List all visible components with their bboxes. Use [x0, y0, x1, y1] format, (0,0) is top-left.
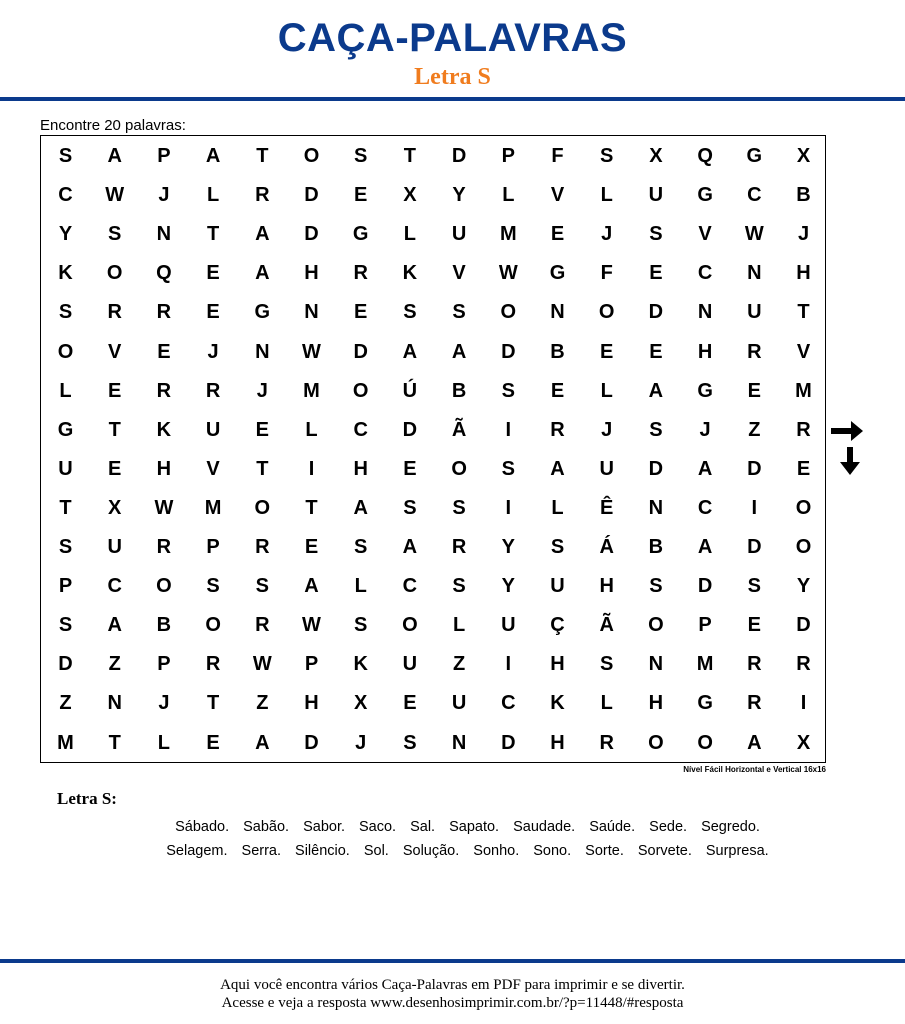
grid-cell: S [58, 145, 73, 167]
grid-cell: A [697, 457, 713, 480]
grid-cell: Y [501, 536, 515, 558]
grid-cell: B [550, 340, 565, 363]
grid-cell: W [744, 223, 764, 246]
grid-cell: O [648, 614, 664, 637]
grid-cell: O [205, 614, 221, 637]
grid-cell: D [304, 223, 319, 246]
grid-cell: A [747, 731, 762, 754]
grid-cell: C [353, 418, 368, 441]
grid-cell: U [451, 223, 467, 246]
grid-cell: E [600, 340, 614, 363]
grid-cell: Q [156, 262, 172, 285]
grid-cell: C [58, 184, 73, 207]
grid-cell: G [697, 692, 713, 715]
grid-cell: W [252, 653, 272, 676]
grid-cell: S [649, 223, 663, 246]
grid-cell: A [255, 731, 270, 754]
grid-cell: T [305, 496, 318, 519]
grid-cell: G [254, 301, 271, 324]
grid-cell: D [697, 575, 713, 598]
grid-cell: K [402, 262, 418, 285]
grid-cell: V [206, 457, 220, 480]
grid-cell: A [550, 457, 565, 480]
grid-cell: D [796, 614, 811, 637]
grid-cell: R [353, 262, 368, 285]
grid-cell: Y [796, 575, 811, 598]
grid-cell: D [402, 418, 418, 441]
grid-cell: A [107, 145, 122, 167]
grid-cell: Q [697, 145, 713, 167]
grid-cell: T [256, 145, 269, 167]
header-divider [0, 97, 905, 101]
grid-cell: I [505, 653, 512, 676]
grid-cell: R [796, 418, 811, 441]
grid-cell: N [304, 301, 319, 324]
word-list-item: Surpresa. [705, 843, 769, 859]
grid-cell: N [255, 340, 270, 363]
grid-cell: L [157, 731, 170, 754]
grid-cell: G [549, 262, 566, 285]
word-list-item: Selagem. [166, 843, 228, 859]
instructions-text: Encontre 20 palavras: [40, 117, 186, 134]
grid-cell: U [451, 692, 467, 715]
grid-cell: S [58, 614, 73, 637]
grid-cell: R [747, 653, 762, 676]
grid-cell: A [402, 340, 418, 363]
grid-cell: U [648, 184, 664, 207]
grid-cell: L [600, 379, 613, 402]
grid-cell: E [206, 731, 220, 754]
grid-cell: U [747, 301, 762, 324]
grid-cell: L [403, 223, 416, 246]
grid-cell: H [353, 457, 368, 480]
grid-cell: K [58, 262, 73, 285]
grid-cell: X [649, 145, 663, 167]
grid-cell: D [648, 457, 664, 480]
grid-cell: E [304, 536, 319, 558]
grid-cell: B [451, 379, 467, 402]
grid-cell: N [107, 692, 122, 715]
grid-cell: D [304, 731, 319, 754]
grid-cell: O [254, 496, 271, 519]
grid-cell: L [600, 184, 613, 207]
grid-cell: R [255, 536, 270, 558]
grid-cell: W [154, 496, 174, 519]
grid-cell: I [800, 692, 807, 715]
grid-cell: R [156, 536, 172, 558]
grid-cell: S [452, 575, 466, 598]
grid-cell: D [451, 145, 467, 167]
grid-cell: E [747, 614, 761, 637]
grid-cell: S [649, 575, 663, 598]
grid-cell: R [205, 653, 221, 676]
grid-cell: Z [108, 653, 121, 676]
grid-cell: P [58, 575, 73, 598]
grid-cell: S [58, 536, 73, 558]
grid-cell: H [550, 731, 565, 754]
grid-cell: E [550, 223, 565, 246]
grid-cell: T [797, 301, 810, 324]
grid-cell: X [108, 496, 122, 519]
grid-cell: G [697, 184, 713, 207]
word-list-item: Serra. [241, 843, 282, 859]
grid-cell: T [108, 731, 121, 754]
grid-cell: C [697, 496, 713, 519]
word-search-grid [40, 135, 826, 763]
grid-cell: S [354, 145, 368, 167]
grid-cell: G [746, 145, 763, 167]
grid-cell: C [501, 692, 516, 715]
grid-cell: N [451, 731, 467, 754]
grid-cell: M [795, 379, 812, 402]
grid-cell: E [649, 340, 663, 363]
grid-cell: Y [58, 223, 73, 246]
grid-cell: A [451, 340, 467, 363]
grid-cell: V [796, 340, 811, 363]
grid-cell: R [156, 379, 172, 402]
word-list-item: Sal. [410, 819, 436, 835]
grid-cell: O [57, 340, 74, 363]
page-title: CAÇA-PALAVRAS [277, 16, 628, 60]
grid-cell: S [403, 496, 417, 519]
grid-cell: R [451, 536, 467, 558]
grid-cell: S [58, 301, 73, 324]
grid-cell: N [156, 223, 172, 246]
grid-cell: K [156, 418, 172, 441]
grid-cell: H [796, 262, 811, 285]
grid-cell: Ã [599, 614, 614, 637]
grid-cell: U [205, 418, 221, 441]
grid-cell: O [106, 262, 123, 285]
footer-text-line-1: Aqui você encontra vários Caça-Palavras em PDF para imprimir e se divertir. [220, 977, 685, 993]
grid-cell: O [303, 145, 320, 167]
grid-cell: A [255, 223, 270, 246]
grid-cell: Z [59, 692, 72, 715]
grid-cell: O [697, 731, 713, 754]
grid-cell: H [304, 262, 319, 285]
grid-cell: J [699, 418, 711, 441]
grid-cell: S [747, 575, 761, 598]
grid-cell: A [255, 262, 270, 285]
grid-cell: J [601, 223, 613, 246]
grid-cell: A [697, 536, 713, 558]
grid-cell: O [500, 301, 517, 324]
word-list-row-1 [0, 818, 905, 836]
grid-cell: E [403, 457, 417, 480]
grid-cell: O [352, 379, 369, 402]
footer-divider [0, 959, 905, 963]
grid-cell: R [747, 340, 762, 363]
word-list-item: Sol. [363, 843, 389, 859]
grid-cell: Ç [550, 614, 565, 637]
grid-cell: L [600, 692, 613, 715]
grid-cell: L [452, 614, 466, 637]
grid-cell: C [402, 575, 418, 598]
grid-cell: U [599, 457, 614, 480]
grid-cell: H [599, 575, 614, 598]
grid-cell: N [747, 262, 762, 285]
word-list-item: Sorte. [585, 843, 624, 859]
grid-cell: W [302, 614, 321, 637]
grid-cell: C [697, 262, 713, 285]
grid-cell: T [59, 496, 72, 519]
grid-cell: D [648, 301, 664, 324]
grid-cell: P [304, 653, 319, 676]
grid-cell: L [354, 575, 367, 598]
grid-cell: J [158, 692, 170, 715]
word-list-item: Silêncio. [295, 843, 350, 859]
grid-cell: S [354, 614, 368, 637]
grid-cell: X [403, 184, 417, 207]
grid-cell: P [206, 536, 220, 558]
grid-cell: Ú [402, 379, 418, 402]
grid-cell: H [304, 692, 319, 715]
grid-cell: E [206, 262, 220, 285]
grid-cell: X [796, 145, 811, 167]
grid-cell: Á [599, 536, 614, 558]
grid-cell: U [501, 614, 516, 637]
grid-cell: O [795, 536, 812, 558]
grid-cell: E [108, 379, 122, 402]
grid-cell: E [354, 301, 368, 324]
grid-cell: K [353, 653, 368, 676]
grid-cell: J [207, 340, 219, 363]
grid-cell: B [156, 614, 172, 637]
grid-cell: S [452, 496, 466, 519]
grid-cell: R [796, 653, 811, 676]
grid-cell: S [403, 731, 417, 754]
grid-cell: O [451, 457, 467, 480]
grid-cell: Z [256, 692, 269, 715]
grid-cell: L [551, 496, 564, 519]
grid-cell: V [108, 340, 122, 363]
grid-cell: E [747, 379, 761, 402]
grid-cell: P [501, 145, 515, 167]
grid-cell: N [697, 301, 713, 324]
grid-cell: A [648, 379, 664, 402]
grid-cell: J [256, 379, 268, 402]
grid-cell: Ê [600, 496, 614, 519]
grid-cell: T [403, 145, 416, 167]
grid-cell: X [796, 731, 811, 754]
grid-cell: Y [501, 575, 515, 598]
grid-cell: F [600, 262, 613, 285]
word-list-item: Sorvete. [637, 843, 692, 859]
grid-cell: V [452, 262, 466, 285]
grid-cell: S [255, 575, 269, 598]
grid-cell: K [550, 692, 565, 715]
word-list-item: Saco. [359, 819, 397, 835]
grid-cell: S [649, 418, 663, 441]
grid-cell: S [550, 536, 565, 558]
grid-cell: S [452, 301, 466, 324]
grid-cell: E [403, 692, 417, 715]
grid-cell: N [648, 496, 664, 519]
grid-cell: N [648, 653, 664, 676]
grid-cell: A [353, 496, 368, 519]
grid-cell: I [505, 418, 512, 441]
grid-cell: D [501, 340, 516, 363]
word-list-item: Sábado. [175, 819, 230, 835]
grid-cell: Z [452, 653, 466, 676]
grid-cell: R [255, 614, 270, 637]
grid-cell: X [354, 692, 368, 715]
grid-cell: R [156, 301, 172, 324]
grid-cell: M [204, 496, 222, 519]
grid-cell: D [501, 731, 516, 754]
grid-cell: E [108, 457, 122, 480]
grid-cell: O [598, 301, 615, 324]
grid-cell: I [308, 457, 315, 480]
grid-cell: R [747, 692, 762, 715]
grid-cell: U [58, 457, 73, 480]
grid-cell: G [697, 379, 713, 402]
grid-cell: U [550, 575, 565, 598]
grid-cell: T [256, 457, 269, 480]
grid-cell: S [108, 223, 122, 246]
grid-cell: W [498, 262, 518, 285]
grid-cell: L [206, 184, 220, 207]
grid-cell: S [600, 653, 614, 676]
grid-cell: V [698, 223, 712, 246]
word-list-item: Sapato. [449, 819, 500, 835]
grid-cell: J [158, 184, 170, 207]
grid-cell: S [501, 379, 515, 402]
word-list-item: Sono. [533, 843, 572, 859]
word-list-item: Saúde. [589, 819, 636, 835]
grid-cell: Ã [451, 418, 467, 441]
grid-cell: S [501, 457, 515, 480]
word-list-row-2 [0, 842, 905, 860]
grid-cell: J [355, 731, 367, 754]
grid-cell: H [648, 692, 664, 715]
grid-cell: S [600, 145, 614, 167]
level-note: Nível Fácil Horizontal e Vertical 16x16 [683, 765, 826, 774]
grid-cell: W [105, 184, 125, 207]
grid-cell: H [156, 457, 172, 480]
grid-cell: D [353, 340, 368, 363]
grid-cell: E [255, 418, 269, 441]
word-list-item: Solução. [402, 843, 460, 859]
grid-cell: E [157, 340, 171, 363]
grid-cell: E [206, 301, 220, 324]
grid-cell: R [205, 379, 221, 402]
grid-cell: I [505, 496, 512, 519]
grid-cell: P [157, 653, 171, 676]
grid-cell: E [649, 262, 663, 285]
grid-cell: E [796, 457, 811, 480]
grid-cell: M [499, 223, 517, 246]
grid-cell: M [303, 379, 320, 402]
word-list-item: Sabão. [243, 819, 290, 835]
word-list-item: Sede. [649, 819, 688, 835]
grid-cell: Z [748, 418, 761, 441]
word-list-item: Sabor. [303, 819, 345, 835]
grid-cell: U [402, 653, 418, 676]
grid-cell: J [601, 418, 613, 441]
grid-cell: P [698, 614, 712, 637]
grid-cell: L [502, 184, 515, 207]
word-list-item: Saudade. [513, 819, 576, 835]
grid-cell: O [795, 496, 812, 519]
grid-cell: T [206, 692, 220, 715]
grid-cell: A [107, 614, 122, 637]
grid-cell: R [550, 418, 565, 441]
grid-cell: D [58, 653, 73, 676]
grid-cell: B [796, 184, 811, 207]
grid-cell: N [550, 301, 565, 324]
grid-cell: C [107, 575, 122, 598]
page-subtitle: Letra S [414, 64, 491, 90]
grid-cell: D [304, 184, 319, 207]
grid-cell: D [747, 536, 762, 558]
grid-cell: M [57, 731, 74, 754]
grid-cell: O [156, 575, 172, 598]
grid-cell: R [107, 301, 122, 324]
grid-cell: H [550, 653, 565, 676]
grid-cell: Y [452, 184, 466, 207]
grid-cell: O [648, 731, 664, 754]
grid-cell: L [59, 379, 72, 402]
word-list-item: Sonho. [473, 843, 520, 859]
grid-cell: A [205, 145, 221, 167]
word-list-title: Letra S: [57, 789, 117, 808]
grid-cell: G [57, 418, 74, 441]
grid-cell: D [747, 457, 762, 480]
grid-cell: J [797, 223, 810, 246]
grid-cell: H [697, 340, 713, 363]
grid-cell: T [108, 418, 121, 441]
grid-cell: S [206, 575, 220, 598]
arrow-down-icon [840, 447, 860, 475]
grid-cell: B [648, 536, 664, 558]
grid-cell: G [352, 223, 369, 246]
grid-cell: E [354, 184, 368, 207]
grid-cell: C [747, 184, 762, 207]
arrow-right-icon [831, 421, 863, 441]
grid-cell: U [107, 536, 122, 558]
word-list-item: Segredo. [701, 819, 760, 835]
grid-cell: E [550, 379, 565, 402]
grid-cell: A [304, 575, 319, 598]
grid-cell: I [751, 496, 758, 519]
grid-cell: R [599, 731, 614, 754]
grid-cell: M [696, 653, 714, 676]
footer-text-line-2: Acesse e veja a resposta www.desenhosimprimir.com.br/?p=11448/#resposta [221, 995, 684, 1011]
grid-cell: T [206, 223, 220, 246]
grid-cell: F [551, 145, 564, 167]
grid-cell: P [157, 145, 171, 167]
grid-cell: S [403, 301, 417, 324]
grid-cell: W [302, 340, 321, 363]
grid-cell: R [255, 184, 270, 207]
grid-cell: A [402, 536, 418, 558]
grid-cell: S [354, 536, 368, 558]
grid-cell: O [402, 614, 418, 637]
grid-cell: L [305, 418, 318, 441]
grid-cell: V [550, 184, 565, 207]
